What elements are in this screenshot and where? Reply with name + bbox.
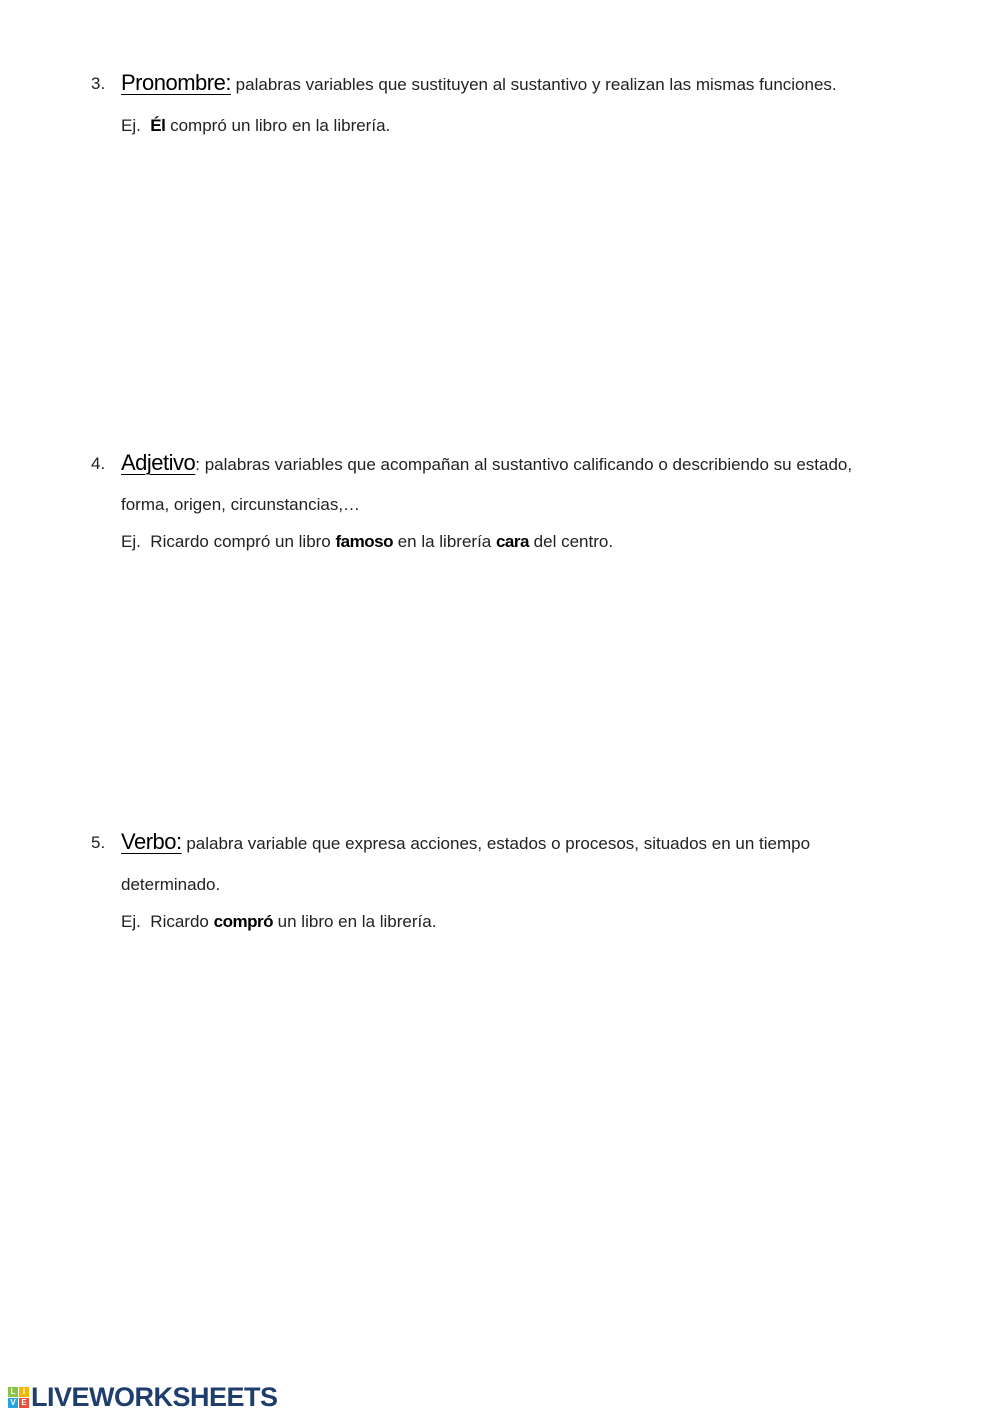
example-text: compró un libro en la librería. xyxy=(165,116,391,135)
example-line xyxy=(121,115,390,137)
example-text: Ricardo compró un libro xyxy=(150,532,336,551)
definition-line xyxy=(121,831,810,855)
definition-continuation: forma, origen, circunstancias,… xyxy=(121,495,361,514)
term-heading: Pronombre: xyxy=(121,70,231,95)
logo-text: LIVEWORKSHEETS xyxy=(31,1382,278,1412)
definition-text: palabra variable que expresa acciones, estados o procesos, situados en un tiempo xyxy=(181,834,811,853)
liveworksheets-logo xyxy=(8,1382,278,1413)
definition-continuation: determinado. xyxy=(121,875,221,894)
example-prefix: Ej. xyxy=(121,116,151,135)
term-heading: Adjetivo xyxy=(121,450,196,475)
example-text: Ricardo xyxy=(150,912,214,931)
logo-block: E xyxy=(19,1398,29,1408)
example-text: un libro en la librería. xyxy=(272,912,437,931)
example-prefix: Ej. xyxy=(121,532,151,551)
example-text: del centro. xyxy=(528,532,614,551)
example-text: en la librería xyxy=(392,532,496,551)
logo-block: L xyxy=(8,1387,18,1397)
logo-block: V xyxy=(8,1398,18,1408)
item-number: 3. xyxy=(91,74,106,93)
logo-blocks-icon xyxy=(8,1387,29,1408)
example-line xyxy=(121,531,613,553)
highlighted-word: compró xyxy=(213,912,273,931)
term-heading: Verbo: xyxy=(121,829,182,854)
example-prefix: Ej. xyxy=(121,912,151,931)
logo-block: I xyxy=(19,1387,29,1397)
example-line xyxy=(121,911,436,933)
definition-text: palabras variables que sustituyen al sustantivo y realizan las mismas funciones. xyxy=(230,75,837,94)
highlighted-word: cara xyxy=(495,532,529,551)
definition-line xyxy=(121,452,852,476)
item-number: 5. xyxy=(91,833,106,852)
highlighted-word: Él xyxy=(150,116,166,135)
definition-line xyxy=(121,72,837,96)
highlighted-word: famoso xyxy=(335,532,393,551)
definition-text: : palabras variables que acompañan al sustantivo calificando o describiendo su estado, xyxy=(195,455,853,474)
item-number: 4. xyxy=(91,454,106,473)
